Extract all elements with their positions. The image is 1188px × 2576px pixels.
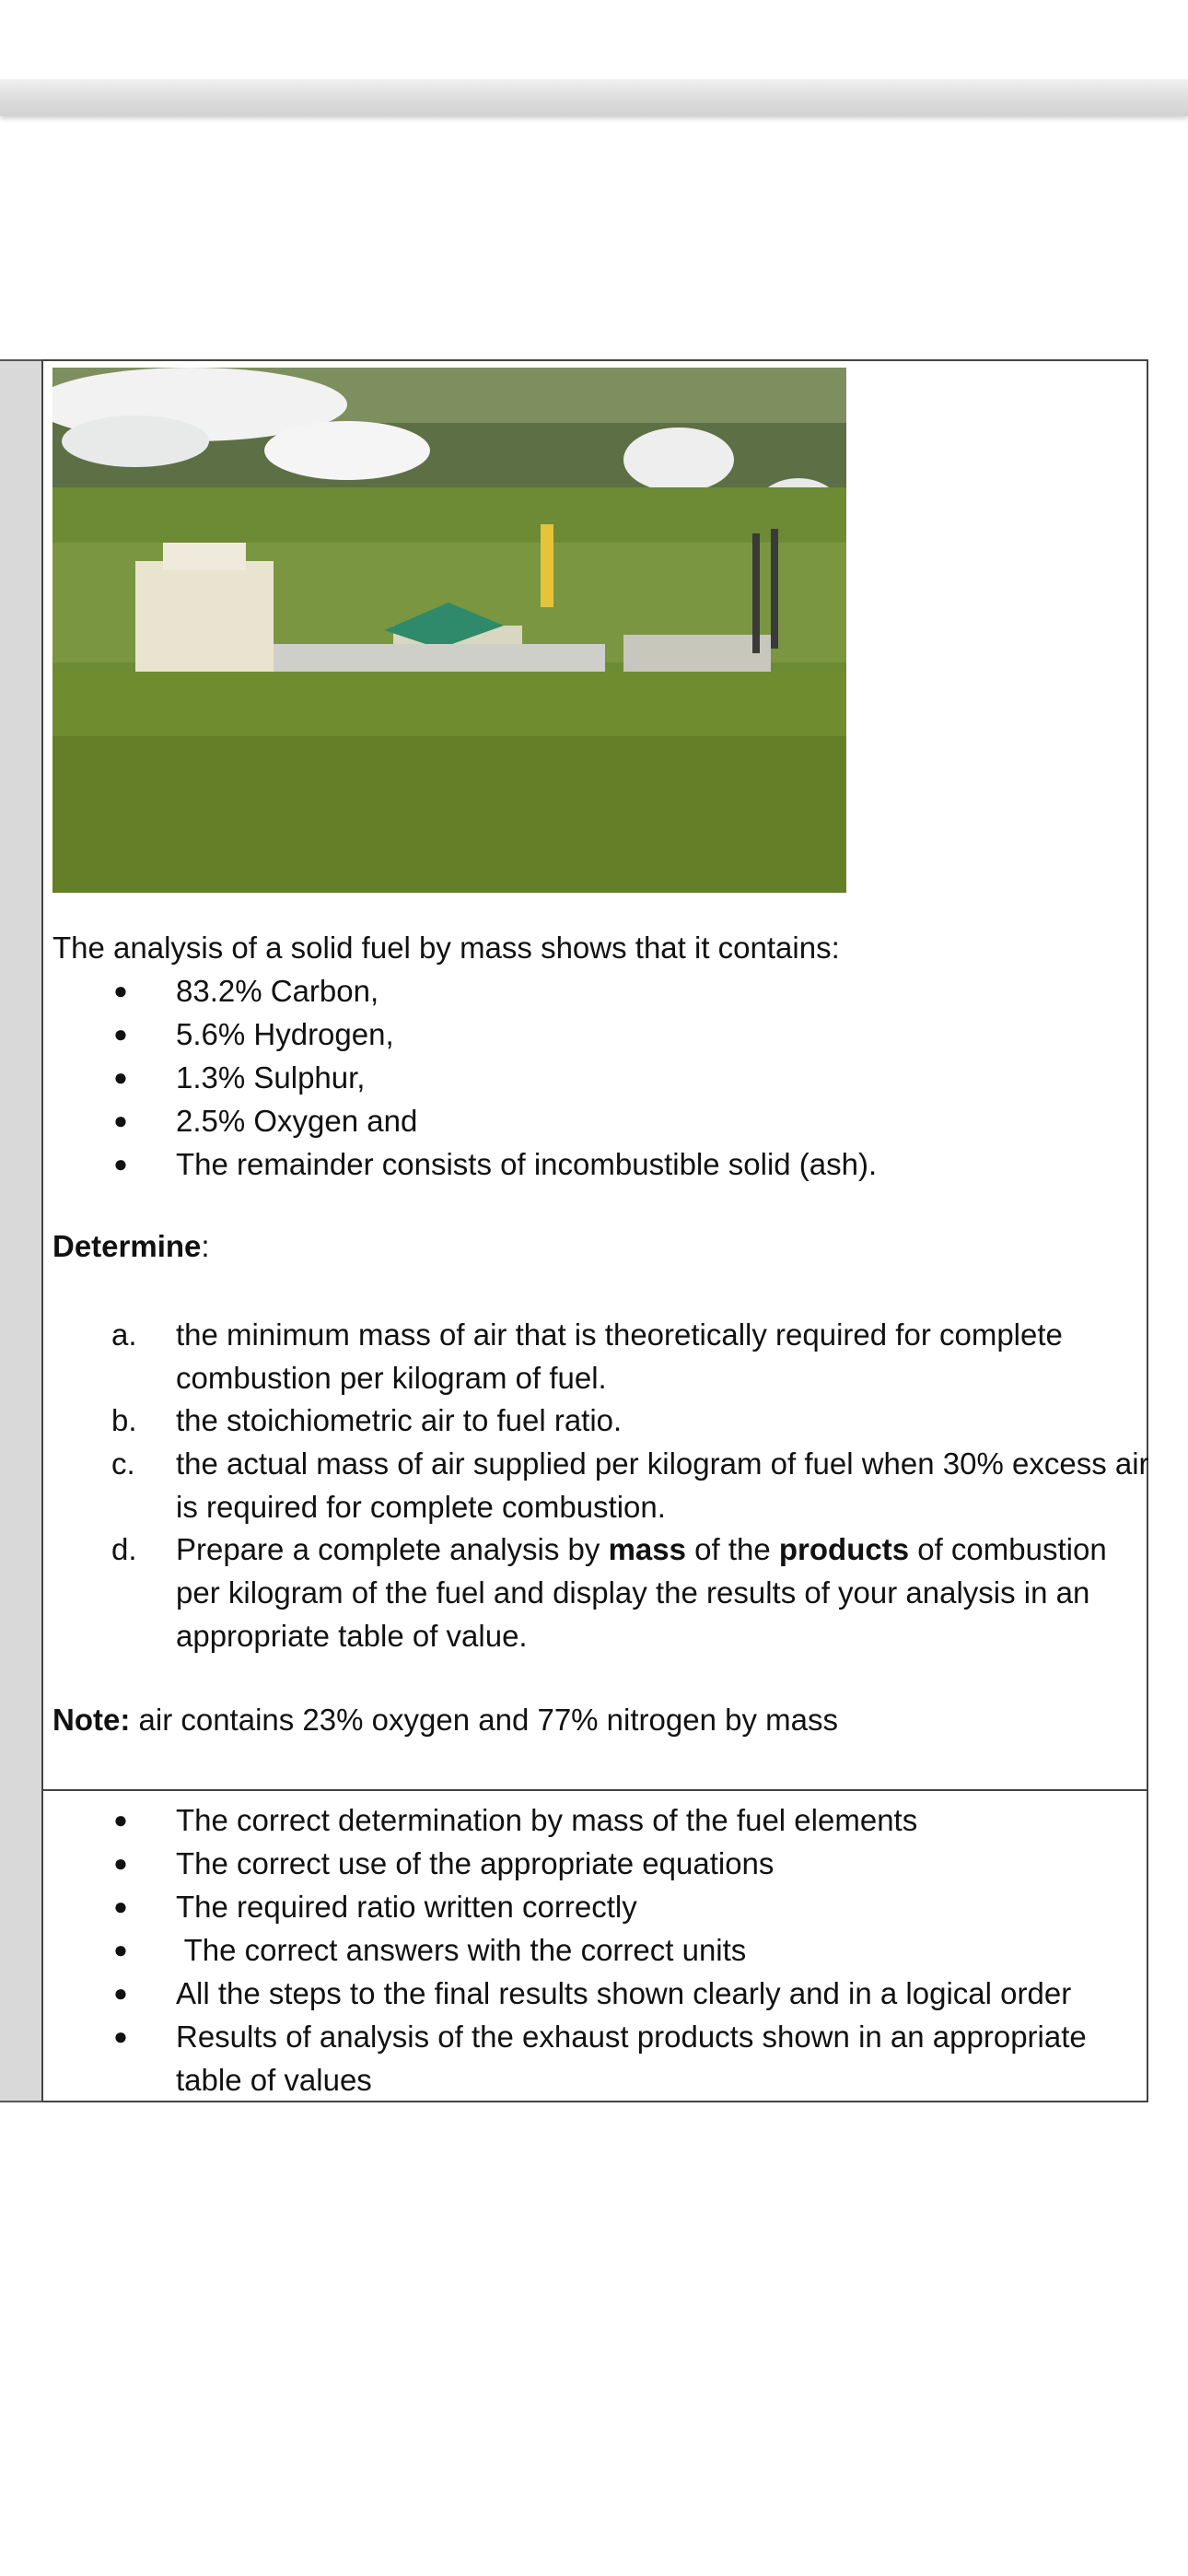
bullet-icon: ●	[113, 2022, 128, 2050]
criteria-cell: ● The correct determination by mass of the fuel elements ● The correct use of the appropriate equations ● The required ratio written correctly ● The correct answers with the correct units ● All the steps to the final results shown clearly and in a logical order ● Results of analysis of the exhaust products shown in an appropriate table of values	[41, 1789, 1148, 2102]
bullet-icon: ●	[113, 1936, 128, 1963]
note-line: Note: air contains 23% oxygen and 77% nitrogen by mass	[52, 1703, 838, 1737]
bullet-icon: ●	[113, 1979, 128, 2007]
bullet-icon: ●	[113, 1892, 128, 1920]
bullet-icon: ●	[113, 1107, 128, 1134]
bullet-icon: ●	[113, 1806, 128, 1833]
question-cell: The analysis of a solid fuel by mass shows that it contains: ● 83.2% Carbon, ● 5.6% Hydrogen, ● 1.3% Sulphur, ● 2.5% Oxygen and ● The remainder consists of incombustible solid (ash). Determine: a. the minimum mass of air that is theoretically required for complete combustion per kilogram of fuel. b. the stoichiometric air to fuel ratio. c. the actual mass of air supplied per kilogram of fuel when 30% excess air is required for complete combustion. d. Prepare a complete analysis by mass of the products of combustion per kilogram of the fuel and display the results of your analysis in an appropriate table of value. Note: air contains 23% oxygen and 77% nitrogen by mass	[41, 359, 1148, 1791]
document-toolbar-shadow	[0, 79, 1188, 116]
determine-heading: Determine:	[52, 1229, 210, 1263]
bullet-icon: ●	[113, 1150, 128, 1177]
fuel-analysis-intro: The analysis of a solid fuel by mass shows that it contains:	[52, 931, 840, 965]
geothermal-plant-photo	[52, 368, 846, 893]
bullet-icon: ●	[113, 1063, 128, 1091]
table-left-column	[0, 359, 41, 2102]
bullet-icon: ●	[113, 1849, 128, 1877]
bullet-icon: ●	[113, 1020, 128, 1048]
bullet-icon: ●	[113, 977, 128, 1004]
